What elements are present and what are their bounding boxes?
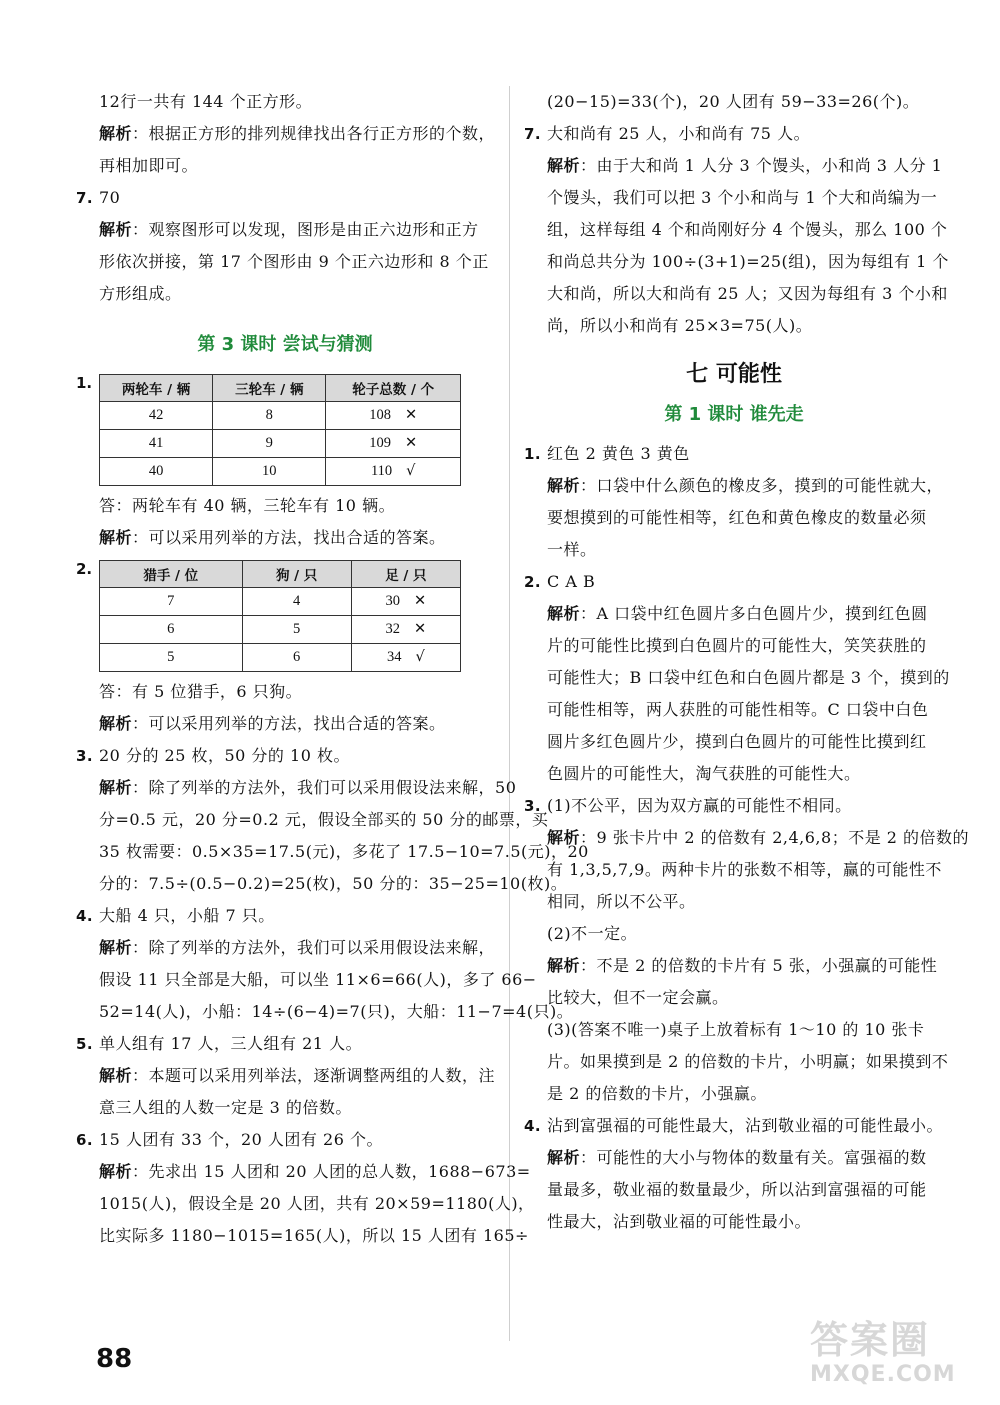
- text-line: 片的可能性比摸到白色圆片的可能性大，笑笑获胜的: [547, 636, 927, 655]
- explanation: 解析：本题可以采用列举法，逐渐调整两组的人数，注: [99, 1066, 496, 1085]
- text-line: 尚，所以小和尚有 25×3=75(人)。: [547, 316, 813, 335]
- table-cell: 6: [242, 644, 351, 672]
- text-line: 可能性相等，两人获胜的可能性相等。C 口袋中白色: [547, 700, 929, 719]
- table-cell: 4: [242, 588, 351, 616]
- table-cell: 5: [100, 644, 243, 672]
- text-line: 52=14(人)，小船：14÷(6−4)=7(只)，大船：11−7=4(只)。: [99, 1002, 574, 1021]
- text-line: 假设 11 只全部是大船，可以坐 11×6=66(人)，多了 66−: [99, 970, 537, 989]
- table-cell: 5: [242, 616, 351, 644]
- question-3: 3. (1)不公平，因为双方赢的可能性不相同。: [524, 796, 852, 815]
- table-cell: 42: [100, 402, 213, 430]
- cross-mark-icon: ✕: [414, 593, 427, 609]
- explanation: 解析：不是 2 的倍数的卡片有 5 张，小强赢的可能性: [547, 956, 938, 975]
- explanation: 解析：先求出 15 人团和 20 人团的总人数，1688−673=: [99, 1162, 531, 1181]
- question-7: 7. 70: [76, 188, 121, 207]
- table-cell: 6: [100, 616, 243, 644]
- cross-mark-icon: ✕: [404, 435, 418, 451]
- text-line: 相同，所以不公平。: [547, 892, 696, 911]
- table-cell: 34 √: [351, 644, 460, 672]
- lesson-heading: 第 3 课时 尝试与猜测: [197, 334, 373, 355]
- table-cell: 30 ✕: [351, 588, 460, 616]
- text-line: 性最大，沾到敬业福的可能性最小。: [547, 1212, 812, 1231]
- table-2-block: [76, 560, 494, 672]
- watermark-url: MXQE.COM: [810, 1362, 956, 1387]
- question-4: 4. 大船 4 只，小船 7 只。: [76, 906, 275, 925]
- text-line: 12行一共有 144 个正方形。: [99, 92, 313, 111]
- table-cell: 32 ✕: [351, 616, 460, 644]
- text-line: 分=0.5 元，20 分=0.2 元，假设全部买的 50 分的邮票，买: [99, 810, 549, 829]
- table-row: [100, 644, 461, 672]
- check-mark-icon: √: [415, 649, 425, 665]
- question-5: 5. 单人组有 17 人，三人组有 21 人。: [76, 1034, 363, 1053]
- text-line: (2)不一定。: [547, 924, 638, 943]
- table-header: 三轮车 / 辆: [213, 375, 326, 402]
- explanation: 解析：9 张卡片中 2 的倍数有 2,4,6,8；不是 2 的倍数的: [547, 828, 970, 847]
- explanation: 解析：除了列举的方法外，我们可以采用假设法来解，50: [99, 778, 517, 797]
- table-row: [100, 588, 461, 616]
- table-cell: 10: [213, 458, 326, 486]
- table-cell: 8: [213, 402, 326, 430]
- explanation: 解析：观察图形可以发现，图形是由正六边形和正方: [99, 220, 479, 239]
- check-mark-icon: √: [406, 463, 416, 479]
- text-line: 分的：7.5÷(0.5−0.2)=25(枚)，50 分的：35−25=10(枚)。: [99, 874, 568, 893]
- cross-mark-icon: ✕: [414, 621, 427, 637]
- question-4: 4. 沾到富强福的可能性最大，沾到敬业福的可能性最小。: [524, 1116, 944, 1135]
- explanation: 解析：口袋中什么颜色的橡皮多，摸到的可能性就大，: [547, 476, 944, 495]
- table-header: 猎手 / 位: [100, 561, 243, 588]
- question-number: 1.: [76, 374, 93, 392]
- table-1-block: [76, 374, 494, 486]
- answer: 答：有 5 位猎手，6 只狗。: [99, 682, 303, 701]
- table-cell: 9: [213, 430, 326, 458]
- table-cell: 41: [100, 430, 213, 458]
- answer: 答：两轮车有 40 辆，三轮车有 10 辆。: [99, 496, 396, 515]
- question-3: 3. 20 分的 25 枚，50 分的 10 枚。: [76, 746, 350, 765]
- table-header: 狗 / 只: [242, 561, 351, 588]
- text-line: (20−15)=33(个)，20 人团有 59−33=26(个)。: [547, 92, 920, 111]
- question-6: 6. 15 人团有 33 个，20 人团有 26 个。: [76, 1130, 383, 1149]
- text-line: 方形组成。: [99, 284, 182, 303]
- question-1: 1. 红色 2 黄色 3 黄色: [524, 444, 690, 463]
- explanation: 解析：可能性的大小与物体的数量有关。富强福的数: [547, 1148, 927, 1167]
- question-number: 2.: [76, 560, 93, 578]
- table-cell: 110 √: [326, 458, 461, 486]
- explanation: 解析：A 口袋中红色圆片多白色圆片少，摸到红色圆: [547, 604, 928, 623]
- text-line: 量最多，敬业福的数量最少，所以沾到富强福的可能: [547, 1180, 927, 1199]
- table-header: 两轮车 / 辆: [100, 375, 213, 402]
- table-2: [99, 560, 461, 672]
- text-line: 有 1,3,5,7,9。两种卡片的张数不相等，赢的可能性不: [547, 860, 942, 879]
- text-line: 意三人组的人数一定是 3 的倍数。: [99, 1098, 352, 1117]
- explanation: 解析：可以采用列举的方法，找出合适的答案。: [99, 528, 446, 547]
- text-line: 比实际多 1180−1015=165(人)，所以 15 人团有 165÷: [99, 1226, 529, 1245]
- text-line: 片。如果摸到是 2 的倍数的卡片，小明赢；如果摸到不: [547, 1052, 949, 1071]
- table-header: 轮子总数 / 个: [326, 375, 461, 402]
- text-line: 个馒头，我们可以把 3 个小和尚与 1 个大和尚编为一: [547, 188, 938, 207]
- table-row: [100, 402, 461, 430]
- page-number: 88: [96, 1344, 133, 1374]
- table-row: [100, 616, 461, 644]
- right-column: [524, 86, 970, 1238]
- table-row: [100, 458, 461, 486]
- text-line: 形依次拼接，第 17 个图形由 9 个正六边形和 8 个正: [99, 252, 489, 271]
- explanation: 解析：根据正方形的排列规律找出各行正方形的个数，: [99, 124, 496, 143]
- text-line: 和尚总共分为 100÷(3+1)=25(组)，因为每组有 1 个: [547, 252, 949, 271]
- lesson-heading: 第 1 课时 谁先走: [664, 404, 804, 425]
- text-line: 色圆片的可能性大，淘气获胜的可能性大。: [547, 764, 861, 783]
- watermark: [810, 1318, 956, 1388]
- text-line: 要想摸到的可能性相等，红色和黄色橡皮的数量必须: [547, 508, 927, 527]
- text-line: 1015(人)，假设全是 20 人团，共有 20×59=1180(人)，: [99, 1194, 535, 1213]
- explanation: 解析：除了列举的方法外，我们可以采用假设法来解，: [99, 938, 496, 957]
- table-1: [99, 374, 461, 486]
- table-row: [100, 430, 461, 458]
- chapter-title: 七 可能性: [686, 362, 782, 387]
- table-cell: 7: [100, 588, 243, 616]
- text-line: 可能性大；B 口袋中红色和白色圆片都是 3 个，摸到的: [547, 668, 950, 687]
- explanation: 解析：由于大和尚 1 人分 3 个馒头，小和尚 3 人分 1: [547, 156, 943, 175]
- text-line: 是 2 的倍数的卡片，小强赢。: [547, 1084, 767, 1103]
- question-2: 2. C A B: [524, 572, 596, 591]
- text-line: 再相加即可。: [99, 156, 199, 175]
- text-line: 组，这样每组 4 个和尚刚好分 4 个馒头，那么 100 个: [547, 220, 948, 239]
- table-cell: 108 ✕: [326, 402, 461, 430]
- text-line: 大和尚，所以大和尚有 25 人；又因为每组有 3 个小和: [547, 284, 948, 303]
- text-line: (3)(答案不唯一)桌子上放着标有 1～10 的 10 张卡: [547, 1020, 925, 1039]
- text-line: 比较大，但不一定会赢。: [547, 988, 729, 1007]
- text-line: 一样。: [547, 540, 597, 559]
- table-header: 足 / 只: [351, 561, 460, 588]
- table-cell: 109 ✕: [326, 430, 461, 458]
- cross-mark-icon: ✕: [404, 407, 418, 423]
- watermark-logo-text: 答案圈: [810, 1318, 931, 1362]
- question-7: 7. 大和尚有 25 人，小和尚有 75 人。: [524, 124, 811, 143]
- text-line: 圆片多红色圆片少，摸到白色圆片的可能性比摸到红: [547, 732, 927, 751]
- table-cell: 40: [100, 458, 213, 486]
- text-line: 35 枚需要：0.5×35=17.5(元)，多花了 17.5−10=7.5(元)，20: [99, 842, 589, 861]
- column-divider: [509, 86, 510, 1341]
- explanation: 解析：可以采用列举的方法，找出合适的答案。: [99, 714, 446, 733]
